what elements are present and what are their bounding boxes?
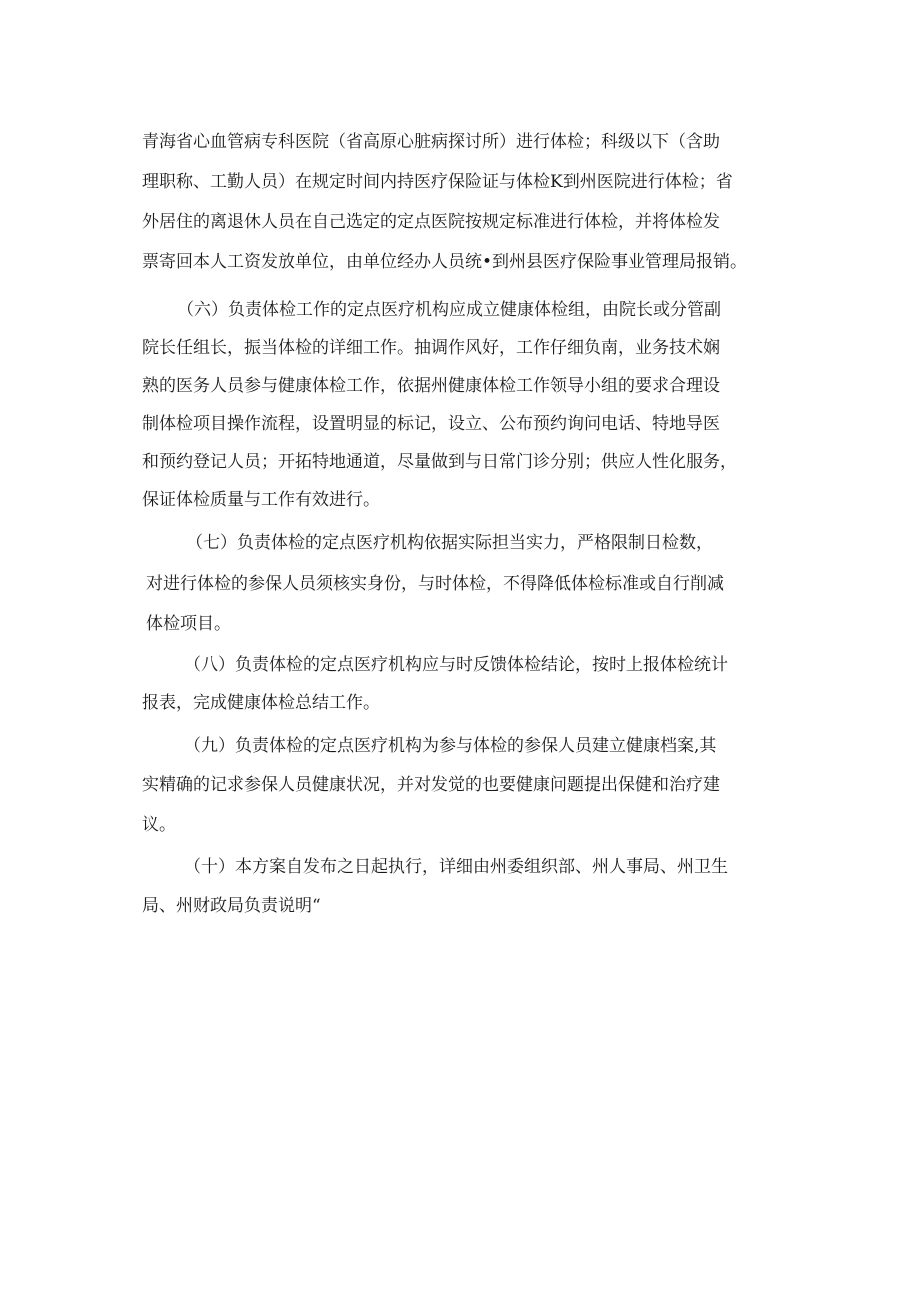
text-line: 局、州财政局负责说明“: [142, 896, 321, 916]
text-line: （六）负责体检工作的定点医疗机构应成立健康体检组，由院长或分管副: [177, 300, 721, 320]
text-line: 理职称、工勤人员）在规定时间内持医疗保险证与体检K到州医院进行体检；省: [142, 172, 733, 192]
text-line: 议。: [142, 815, 176, 835]
text-line: 实精确的记求参保人员健康状况，并对发觉的也要健康问题提出保健和治疗建: [142, 775, 720, 795]
text-line: 报表，完成健康体检总结工作。: [142, 693, 380, 713]
text-line: 票寄回本人工资发放单位，由单位经办人员统•到州县医疗保险事业管理局报销。: [142, 252, 748, 272]
text-line: 外居住的离退休人员在自己选定的定点医院按规定标准进行体检，并将体检发: [142, 212, 720, 232]
text-line: 熟的医务人员参与健康体检工作，依据州健康体检工作领导小组的要求合理设: [142, 376, 720, 396]
text-line: （七）负责体检的定点医疗机构依据实际担当实力，严格限制日检数，: [186, 533, 713, 553]
text-line: 体检项目。: [146, 614, 231, 634]
text-line: （十）本方案自发布之日起执行，详细由州委组织部、州人事局、州卫生: [184, 857, 728, 877]
text-line: 制体检项目操作流程，设置明显的标记，设立、公布预约询问电话、特地导医: [142, 414, 720, 434]
text-line: （九）负责体检的定点医疗机构为参与体检的参保人员建立健康档案,其: [184, 736, 717, 756]
text-line: （八）负责体检的定点医疗机构应与时反馈体检结论，按时上报体检统计: [184, 655, 728, 675]
text-line: 保证体检质量与工作有效进行。: [142, 490, 380, 510]
text-line: 和预约登记人员；开拓特地通道，尽量做到与日常门诊分别；供应人性化服务，: [142, 452, 737, 472]
text-line: 青海省心血管病专科医院（省高原心脏病探讨所）进行体检；科级以下（含助: [142, 132, 720, 152]
text-line: 对进行体检的参保人员须核实身份，与时体检，不得降低体检标准或自行削减: [146, 574, 724, 594]
text-line: 院长任组长，振当体检的详细工作。抽调作风好，工作仔细负南，业务技术娴: [142, 338, 720, 358]
